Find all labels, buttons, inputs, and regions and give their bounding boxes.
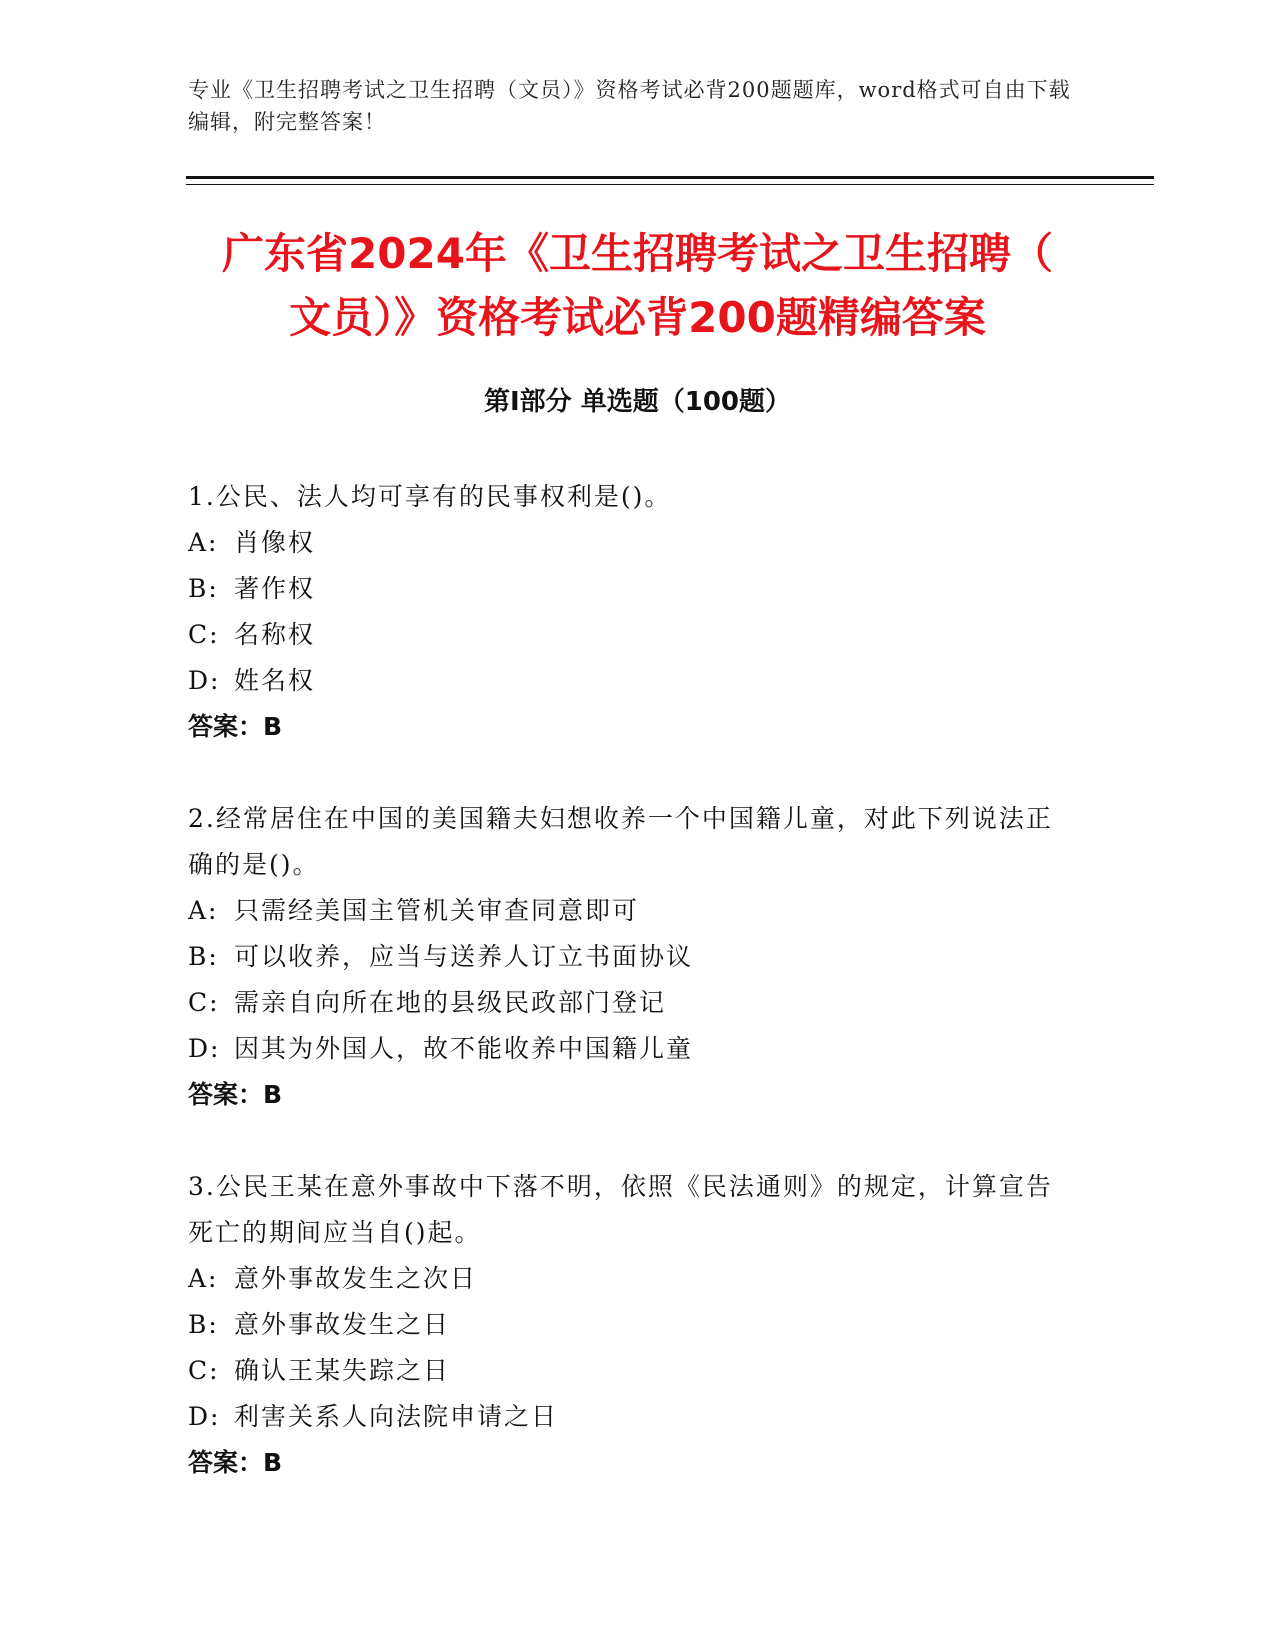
question-option-d [188, 1394, 1068, 1440]
option-text: 肖像权 [234, 528, 316, 557]
option-letter: B: [188, 574, 219, 603]
option-text: 意外事故发生之日 [234, 1310, 451, 1339]
question-option-a [188, 1256, 1068, 1302]
option-text: 需亲自向所在地的县级民政部门登记 [234, 988, 667, 1017]
question-option-c [188, 1348, 1068, 1394]
question-option-b [188, 934, 1068, 980]
option-letter: C: [188, 620, 220, 649]
option-letter: A: [188, 1264, 219, 1293]
document-title-line-1: 广东省2024年《卫生招聘考试之卫生招聘（ [222, 229, 1053, 278]
question-answer: 答案：B [188, 1080, 283, 1109]
option-letter: C: [188, 1356, 220, 1385]
header-note: 专业《卫生招聘考试之卫生招聘（文员）》资格考试必背200题题库，word格式可自由下载编辑，附完整答案！ [188, 78, 1071, 134]
section-title: 第Ⅰ部分 单选题（100题） [484, 387, 791, 417]
option-text: 名称权 [234, 620, 316, 649]
header-rule-thin [186, 184, 1154, 185]
question-answer: 答案：B [188, 712, 283, 741]
option-text: 可以收养，应当与送养人订立书面协议 [234, 942, 694, 971]
option-letter: B: [188, 942, 219, 971]
option-text: 意外事故发生之次日 [234, 1264, 478, 1293]
option-letter: D: [188, 666, 221, 695]
option-letter: A: [188, 528, 219, 557]
question-option-a [188, 888, 1068, 934]
option-text: 著作权 [234, 574, 316, 603]
question-option-c [188, 980, 1068, 1026]
option-letter: A: [188, 896, 219, 925]
question-option-d [188, 658, 1068, 704]
question-option-a [188, 520, 1068, 566]
question-stem: 1.公民、法人均可享有的民事权利是()。 [188, 482, 672, 511]
question-option-b [188, 566, 1068, 612]
option-letter: D: [188, 1402, 221, 1431]
option-text: 姓名权 [234, 666, 316, 695]
option-text: 因其为外国人，故不能收养中国籍儿童 [234, 1034, 694, 1063]
question-option-d [188, 1026, 1068, 1072]
option-letter: B: [188, 1310, 219, 1339]
question-stem: 3.公民王某在意外事故中下落不明，依照《民法通则》的规定，计算宣告死亡的期间应当自()起。 [188, 1172, 1053, 1247]
option-letter: C: [188, 988, 220, 1017]
header-rule-thick [186, 176, 1154, 179]
question-2 [188, 796, 1068, 1118]
option-text: 确认王某失踪之日 [234, 1356, 451, 1385]
question-option-b [188, 1302, 1068, 1348]
question-3 [188, 1164, 1068, 1486]
question-stem: 2.经常居住在中国的美国籍夫妇想收养一个中国籍儿童，对此下列说法正确的是()。 [188, 804, 1053, 879]
question-option-c [188, 612, 1068, 658]
option-text: 利害关系人向法院申请之日 [234, 1402, 559, 1431]
question-list [188, 474, 1068, 1532]
document-title [150, 222, 1125, 350]
document-title-line-2: 文员）》资格考试必背200题精编答案 [289, 293, 986, 342]
question-answer: 答案：B [188, 1448, 283, 1477]
option-letter: D: [188, 1034, 221, 1063]
option-text: 只需经美国主管机关审查同意即可 [234, 896, 640, 925]
question-1 [188, 474, 1068, 750]
